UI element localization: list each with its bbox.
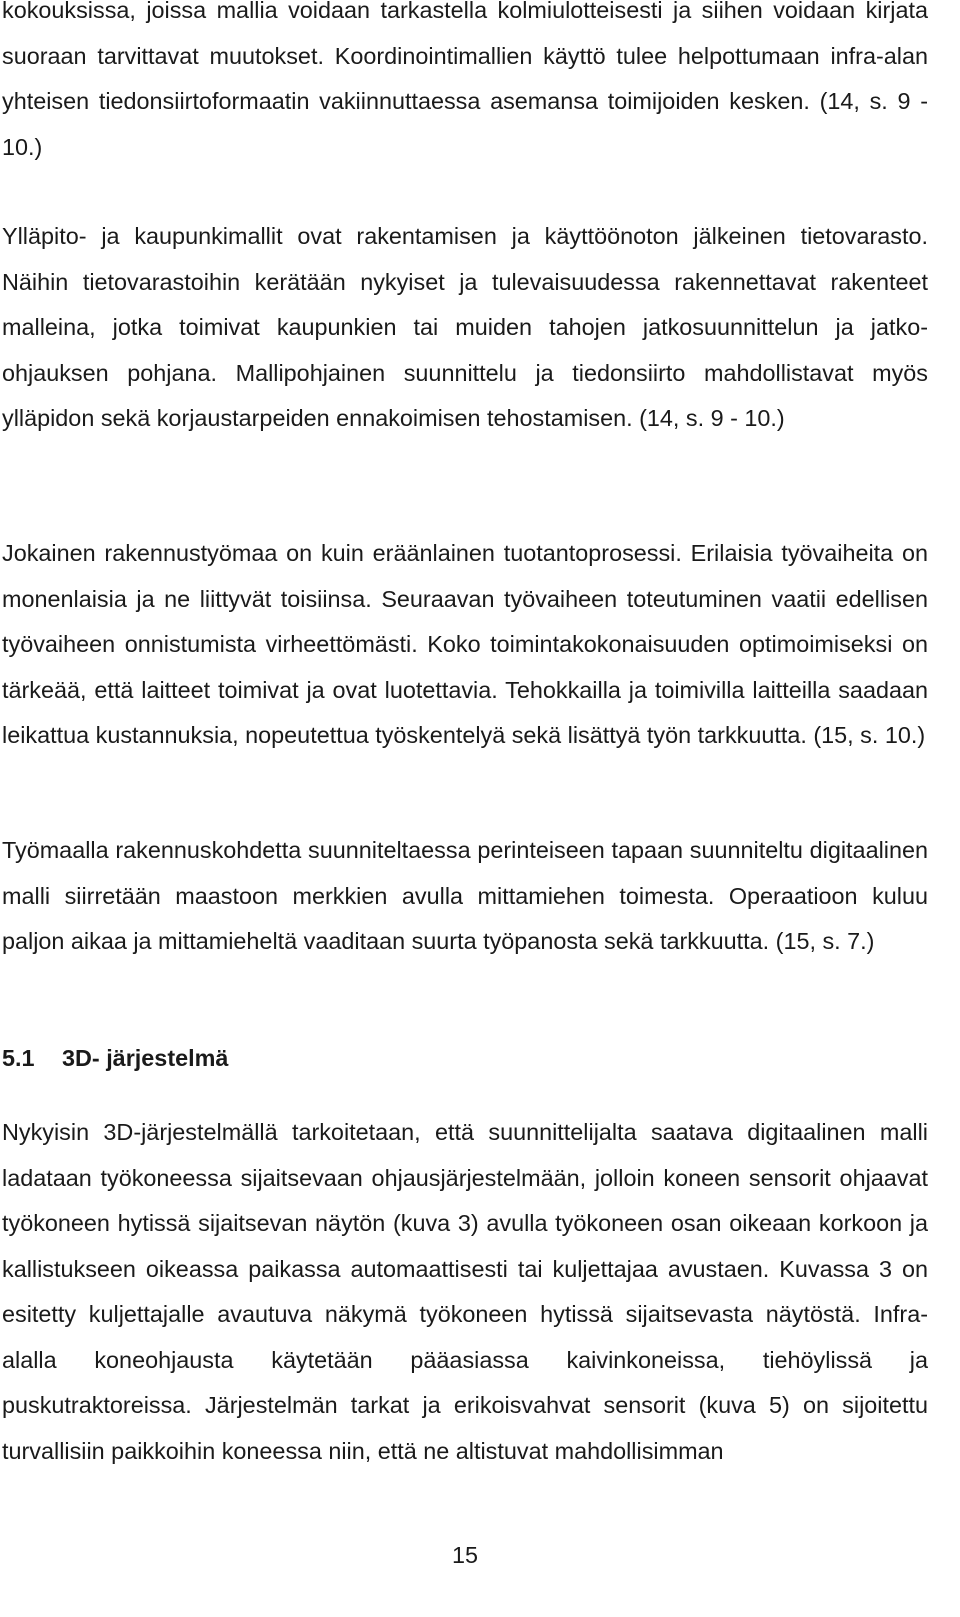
section-number: 5.1 <box>2 1045 35 1071</box>
paragraph-3d-system: Nykyisin 3D-järjestelmällä tarkoitetaan, että suunnittelijalta saatava digitaalinen malli ladataan työkoneessa sijaitsevaan ohjausjärjestelmään, jolloin koneen sensorit ohjaavat työkoneen hytissä sijaitsevan näytön (kuva 3) avulla työkoneen osan oikeaan korkoon ja kallistukseen oikeassa paikassa automaattisesti tai kuljettajaa avustaen. Kuvassa 3 on esitetty kuljettajalle avautuva näkymä työkoneen hytissä sijaitsevasta näytöstä. Infra-alalla koneohjausta käytetään pääasiassa kaivinkoneissa, tiehöylissä ja puskutraktoreissa. Järjestelmän tarkat ja erikoisvahvat sensorit (kuva 5) on sijoitettu turvallisiin paikkoihin koneessa niin, että ne altistuvat mahdollisimman <box>2 1119 928 1464</box>
page-number: 15 <box>451 1542 479 1568</box>
section-title: 3D- järjestelmä <box>62 1045 229 1071</box>
paragraph-coordination-models: kokouksissa, joissa mallia voidaan tarkastella kolmiulotteisesti ja siihen voidaan kirjata suoraan tarvittavat muutokset. Koordinointimallien käyttö tulee helpottumaan infra-alan yhteisen tiedonsiirtoformaatin vakiinnuttaessa asemansa toimijoiden kesken. (14, s. 9 - 10.) <box>2 0 928 160</box>
paragraph-maintenance-models: Ylläpito- ja kaupunkimallit ovat rakentamisen ja käyttöönoton jälkeinen tietovarasto. Näihin tietovarastoihin kerätään nykyiset ja tulevaisuudessa rakennettavat rakenteet malleina, jotka toimivat kaupunkien tai muiden tahojen jatkosuunnittelun ja jatko-ohjauksen pohjana. Mallipohjainen suunnittelu ja tiedonsiirto mahdollistavat myös ylläpidon sekä korjaustarpeiden ennakoimisen tehostamisen. (14, s. 9 - 10.) <box>2 223 928 431</box>
paragraph-traditional-staking: Työmaalla rakennuskohdetta suunniteltaessa perinteiseen tapaan suunniteltu digitaalinen malli siirretään maastoon merkkien avulla mittamiehen toimesta. Operaatioon kuluu paljon aikaa ja mittamieheltä vaaditaan suurta työpanosta sekä tarkkuutta. (15, s. 7.) <box>2 837 928 954</box>
paragraph-construction-process: Jokainen rakennustyömaa on kuin eräänlainen tuotantoprosessi. Erilaisia työvaiheita on monenlaisia ja ne liittyvät toisiinsa. Seuraavan työvaiheen toteutuminen vaatii edellisen työvaiheen onnistumista virheettömästi. Koko toimintakokonaisuuden optimoimiseksi on tärkeää, että laitteet toimivat ja ovat luotettavia. Tehokkailla ja toimivilla laitteilla saadaan leikattua kustannuksia, nopeutettua työskentelyä sekä lisättyä työn tarkkuutta. (15, s. 10.) <box>2 540 928 748</box>
section-heading <box>2 1036 228 1082</box>
